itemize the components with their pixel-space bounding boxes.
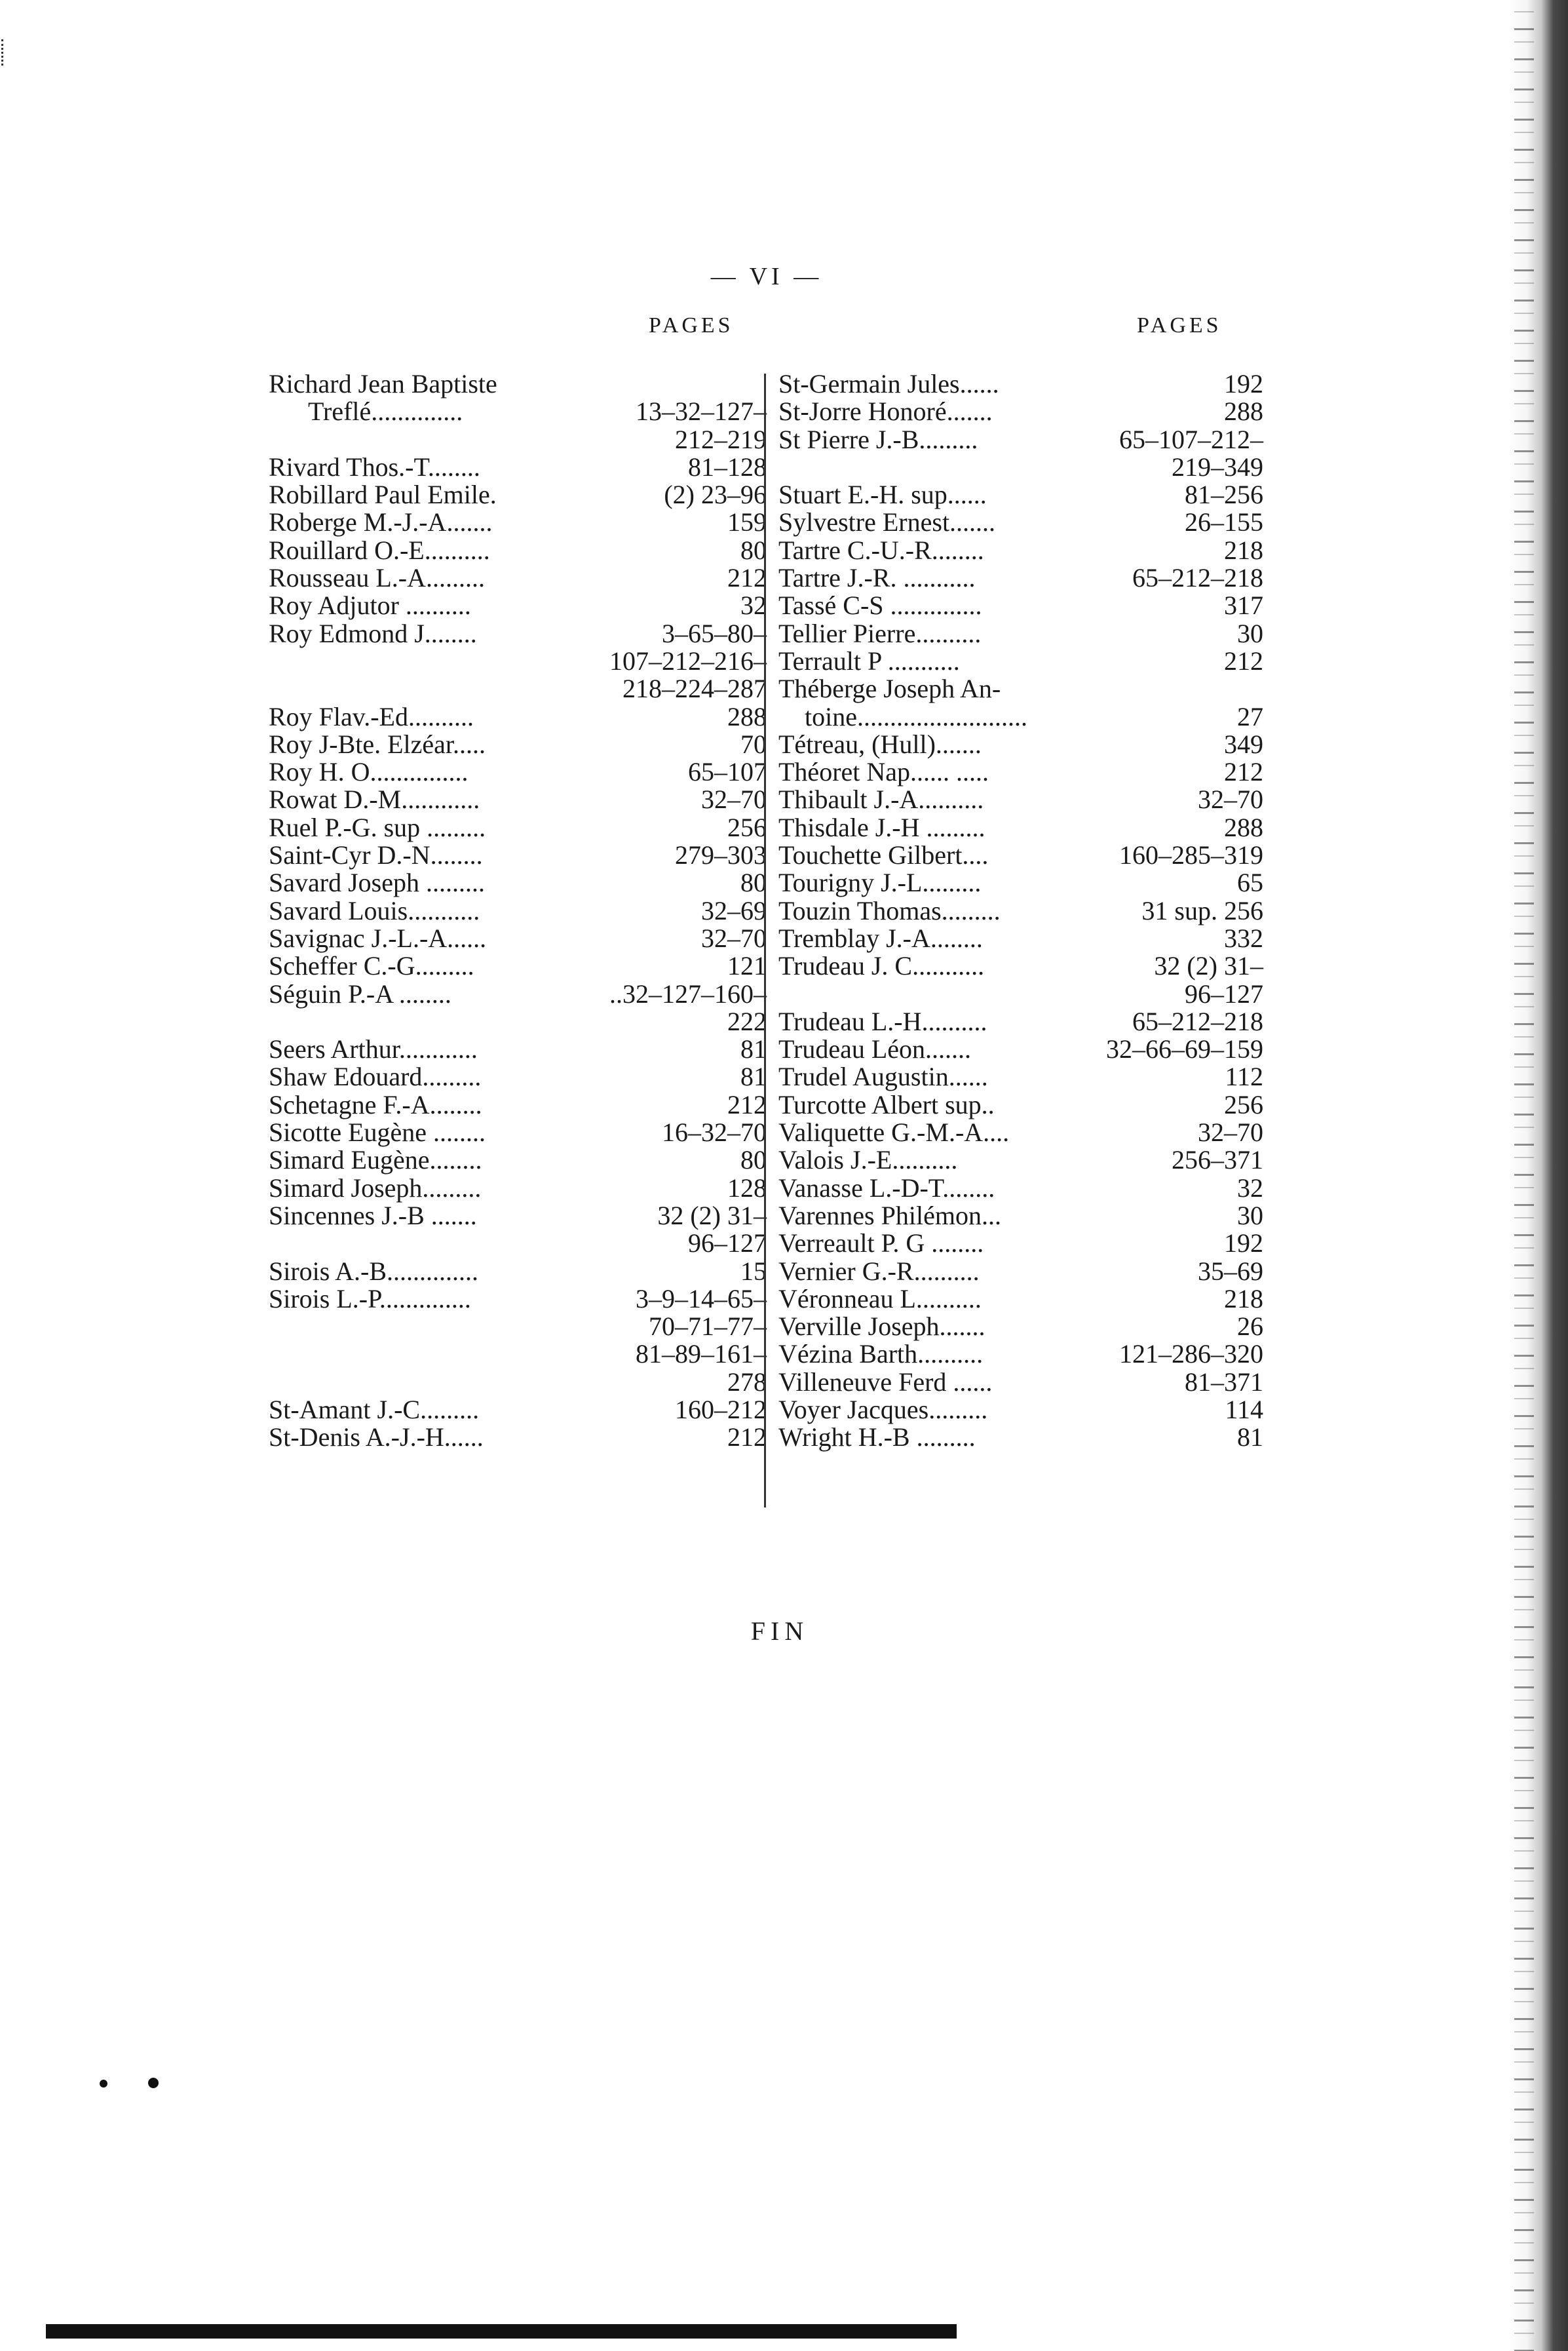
entry-pages: 107–212–216– bbox=[609, 646, 767, 676]
entry-pages: 81–128 bbox=[688, 452, 767, 482]
entry-pages: 349 bbox=[1224, 729, 1263, 759]
index-entry bbox=[772, 537, 1263, 564]
entry-name: Simard Joseph......... bbox=[269, 1173, 482, 1203]
entry-pages: 192 bbox=[1224, 369, 1263, 398]
index-entry bbox=[269, 620, 767, 648]
index-entry bbox=[269, 481, 767, 509]
index-entry bbox=[269, 648, 767, 675]
index-entry bbox=[772, 1258, 1263, 1285]
entry-name: Roy H. O............... bbox=[269, 757, 468, 787]
entry-pages: 26–155 bbox=[1185, 507, 1263, 537]
entry-pages: 218 bbox=[1224, 1283, 1263, 1313]
entry-pages: (2) 23–96 bbox=[664, 480, 767, 510]
index-entry bbox=[269, 952, 767, 980]
entry-name: Tassé C-S .............. bbox=[778, 591, 982, 621]
index-entry bbox=[772, 454, 1263, 481]
index-entry bbox=[269, 537, 767, 564]
index-entry bbox=[269, 842, 767, 869]
entry-pages: 121–286–320 bbox=[1119, 1339, 1263, 1369]
entry-pages: 212 bbox=[1224, 646, 1263, 676]
entry-name: Seers Arthur............ bbox=[269, 1034, 478, 1064]
entry-name: Wright H.-B ......... bbox=[778, 1422, 976, 1452]
entry-name: Trudeau L.-H.......... bbox=[778, 1006, 987, 1036]
index-entry bbox=[772, 1369, 1263, 1396]
column-divider bbox=[764, 374, 766, 1507]
entry-name: Vanasse L.-D-T........ bbox=[778, 1173, 995, 1203]
entry-name: Roy J-Bte. Elzéar..... bbox=[269, 729, 486, 759]
entry-name: Robillard Paul Emile. bbox=[269, 480, 497, 510]
index-entry bbox=[269, 1424, 767, 1451]
index-entry bbox=[269, 758, 767, 786]
entry-pages: 128 bbox=[727, 1173, 767, 1203]
entry-name: Terrault P ........... bbox=[778, 646, 960, 676]
index-entry bbox=[269, 869, 767, 897]
entry-pages: 27 bbox=[1237, 701, 1263, 731]
index-entry bbox=[772, 1008, 1263, 1036]
entry-pages: 212 bbox=[1224, 757, 1263, 787]
entry-name: Villeneuve Ferd ...... bbox=[778, 1367, 993, 1397]
entry-pages: 32–70 bbox=[1198, 1117, 1263, 1148]
entry-pages: 32–70 bbox=[701, 785, 767, 815]
index-entry bbox=[772, 1285, 1263, 1313]
entry-name: Savard Louis........... bbox=[269, 895, 480, 925]
entry-pages: 278 bbox=[727, 1367, 767, 1397]
entry-name: Stuart E.-H. sup...... bbox=[778, 480, 987, 510]
entry-name: St-Jorre Honoré....... bbox=[778, 397, 993, 427]
entry-pages: 121 bbox=[727, 951, 767, 981]
entry-pages: 32 bbox=[1237, 1173, 1263, 1203]
ink-dot bbox=[148, 2078, 159, 2088]
index-entry bbox=[772, 842, 1263, 869]
entry-pages: 35–69 bbox=[1198, 1256, 1263, 1286]
entry-pages: 212–219 bbox=[675, 424, 767, 454]
entry-name: Roy Edmond J........ bbox=[269, 618, 477, 648]
ink-dot bbox=[100, 2080, 107, 2088]
entry-name: St-Germain Jules...... bbox=[778, 369, 999, 398]
index-entry bbox=[269, 1119, 767, 1146]
index-entry bbox=[269, 509, 767, 536]
index-entry bbox=[772, 758, 1263, 786]
index-entry bbox=[269, 731, 767, 758]
index-entry bbox=[772, 925, 1263, 952]
entry-pages: 81–89–161– bbox=[636, 1339, 767, 1369]
index-entry bbox=[269, 592, 767, 619]
entry-name: Sirois L.-P.............. bbox=[269, 1283, 471, 1313]
entry-name: Rivard Thos.-T........ bbox=[269, 452, 480, 482]
entry-name: Richard Jean Baptiste bbox=[269, 369, 497, 398]
entry-name: Simard Eugène........ bbox=[269, 1145, 482, 1175]
entry-name: Turcotte Albert sup.. bbox=[778, 1089, 995, 1119]
entry-name: Voyer Jacques......... bbox=[778, 1394, 988, 1424]
scan-edge-shadow bbox=[1509, 0, 1568, 2351]
index-entry bbox=[269, 786, 767, 813]
entry-pages: 31 sup. 256 bbox=[1141, 895, 1263, 925]
entry-pages: 192 bbox=[1224, 1228, 1263, 1258]
entry-name: Valiquette G.-M.-A.... bbox=[778, 1117, 1010, 1148]
entry-pages: 288 bbox=[1224, 812, 1263, 842]
index-entry bbox=[269, 1313, 767, 1340]
entry-name: Sylvestre Ernest....... bbox=[778, 507, 996, 537]
entry-pages: 32 bbox=[740, 591, 767, 621]
entry-name: Trudeau J. C........... bbox=[778, 951, 985, 981]
index-entry bbox=[772, 398, 1263, 425]
entry-pages: 256 bbox=[727, 812, 767, 842]
entry-pages: 32–66–69–159 bbox=[1106, 1034, 1263, 1064]
entry-name: Tartre C.-U.-R........ bbox=[778, 535, 984, 565]
entry-name: St-Amant J.-C......... bbox=[269, 1394, 480, 1424]
index-entry bbox=[269, 426, 767, 454]
entry-name: Savard Joseph ......... bbox=[269, 868, 485, 898]
entry-name: Sirois A.-B.............. bbox=[269, 1256, 479, 1286]
entry-name: Sincennes J.-B ....... bbox=[269, 1200, 477, 1230]
entry-pages: 16–32–70 bbox=[662, 1117, 767, 1148]
entry-pages: 70 bbox=[740, 729, 767, 759]
index-entry bbox=[772, 509, 1263, 536]
index-entry bbox=[269, 564, 767, 592]
entry-pages: 222 bbox=[727, 1006, 767, 1036]
index-entry bbox=[772, 592, 1263, 619]
index-entry bbox=[772, 481, 1263, 509]
entry-name: toine.......................... bbox=[805, 701, 1027, 731]
entry-name: Roy Flav.-Ed.......... bbox=[269, 701, 474, 731]
index-entry bbox=[269, 398, 767, 425]
entry-pages: 81 bbox=[1237, 1422, 1263, 1452]
entry-pages: 32–70 bbox=[701, 923, 767, 953]
index-entry bbox=[772, 1230, 1263, 1257]
entry-pages: 279–303 bbox=[675, 840, 767, 870]
entry-pages: 218–224–287 bbox=[622, 674, 767, 704]
entry-name: Sicotte Eugène ........ bbox=[269, 1117, 486, 1148]
index-entry bbox=[269, 703, 767, 731]
entry-pages: 80 bbox=[740, 868, 767, 898]
entry-pages: 81 bbox=[740, 1062, 767, 1092]
entry-pages: 30 bbox=[1237, 1200, 1263, 1230]
entry-name: Vézina Barth.......... bbox=[778, 1339, 984, 1369]
index-entry bbox=[772, 952, 1263, 980]
entry-name: Verville Joseph....... bbox=[778, 1312, 985, 1342]
index-entry bbox=[269, 1146, 767, 1174]
entry-name: Séguin P.-A ........ bbox=[269, 979, 451, 1009]
index-entry bbox=[269, 675, 767, 703]
entry-pages: 219–349 bbox=[1172, 452, 1263, 482]
index-entry bbox=[772, 648, 1263, 675]
index-entry bbox=[772, 1313, 1263, 1340]
entry-pages: 317 bbox=[1224, 591, 1263, 621]
entry-pages: 212 bbox=[727, 1422, 767, 1452]
entry-pages: 3–65–80– bbox=[662, 618, 767, 648]
entry-pages: 3–9–14–65– bbox=[636, 1283, 767, 1313]
index-entry bbox=[772, 426, 1263, 454]
left-index-column bbox=[269, 370, 767, 1452]
index-entry bbox=[269, 1230, 767, 1257]
entry-pages: ..32–127–160– bbox=[609, 979, 767, 1009]
index-entry bbox=[269, 814, 767, 842]
index-entry bbox=[772, 1396, 1263, 1424]
entry-pages: 65–107 bbox=[688, 757, 767, 787]
entry-pages: 212 bbox=[727, 563, 767, 593]
entry-pages: 160–212 bbox=[675, 1394, 767, 1424]
index-entry bbox=[772, 1036, 1263, 1063]
index-entry bbox=[269, 1008, 767, 1036]
entry-pages: 80 bbox=[740, 1145, 767, 1175]
index-entry bbox=[269, 1285, 767, 1313]
index-entry bbox=[269, 1202, 767, 1230]
entry-name: Ruel P.-G. sup ......... bbox=[269, 812, 486, 842]
entry-name: St-Denis A.-J.-H...... bbox=[269, 1422, 484, 1452]
entry-name: Tétreau, (Hull)....... bbox=[778, 729, 982, 759]
entry-pages: 13–32–127– bbox=[636, 397, 767, 427]
entry-pages: 96–127 bbox=[688, 1228, 767, 1258]
entry-name: Scheffer C.-G......... bbox=[269, 951, 474, 981]
end-marker: FIN bbox=[750, 1616, 809, 1646]
entry-name: Théberge Joseph An- bbox=[778, 674, 1001, 704]
index-entry bbox=[772, 897, 1263, 925]
index-entry bbox=[269, 1258, 767, 1285]
index-entry bbox=[772, 786, 1263, 813]
entry-pages: 65–107–212– bbox=[1119, 424, 1263, 454]
entry-name: Rowat D.-M............ bbox=[269, 785, 480, 815]
entry-pages: 96–127 bbox=[1185, 979, 1263, 1009]
entry-name: Tourigny J.-L......... bbox=[778, 868, 982, 898]
entry-pages: 70–71–77– bbox=[649, 1312, 767, 1342]
entry-pages: 32 (2) 31– bbox=[1154, 951, 1263, 981]
index-entry bbox=[772, 1119, 1263, 1146]
entry-name: Tremblay J.-A........ bbox=[778, 923, 983, 953]
entry-pages: 288 bbox=[1224, 397, 1263, 427]
bottom-rule bbox=[46, 2324, 957, 2339]
index-entry bbox=[269, 370, 767, 398]
index-entry bbox=[269, 454, 767, 481]
entry-pages: 15 bbox=[740, 1256, 767, 1286]
entry-name: Vernier G.-R.......... bbox=[778, 1256, 980, 1286]
entry-pages: 332 bbox=[1224, 923, 1263, 953]
entry-pages: 256 bbox=[1224, 1089, 1263, 1119]
index-entry bbox=[772, 703, 1263, 731]
left-column-header: PAGES bbox=[649, 313, 734, 338]
entry-name: Valois J.-E.......... bbox=[778, 1145, 958, 1175]
entry-name: Thibault J.-A.......... bbox=[778, 785, 984, 815]
entry-name: Schetagne F.-A........ bbox=[269, 1089, 482, 1119]
entry-name: Rouillard O.-E.......... bbox=[269, 535, 490, 565]
entry-name: Théoret Nap...... ..... bbox=[778, 757, 989, 787]
index-entry bbox=[772, 1063, 1263, 1091]
index-entry bbox=[772, 1091, 1263, 1119]
index-entry bbox=[269, 1063, 767, 1091]
entry-name: Roberge M.-J.-A....... bbox=[269, 507, 493, 537]
entry-name: Tellier Pierre.......... bbox=[778, 618, 982, 648]
entry-name: Shaw Edouard......... bbox=[269, 1062, 482, 1092]
scan-artifact bbox=[1, 39, 6, 66]
entry-pages: 81–371 bbox=[1185, 1367, 1263, 1397]
index-entry bbox=[772, 1340, 1263, 1368]
index-entry bbox=[772, 1175, 1263, 1202]
entry-pages: 32–69 bbox=[701, 895, 767, 925]
index-entry bbox=[772, 1146, 1263, 1174]
index-entry bbox=[772, 814, 1263, 842]
entry-name: Touchette Gilbert.... bbox=[778, 840, 989, 870]
entry-pages: 218 bbox=[1224, 535, 1263, 565]
entry-pages: 80 bbox=[740, 535, 767, 565]
index-entry bbox=[772, 731, 1263, 758]
entry-pages: 112 bbox=[1225, 1062, 1263, 1092]
index-entry bbox=[772, 981, 1263, 1008]
entry-pages: 81 bbox=[740, 1034, 767, 1064]
entry-pages: 288 bbox=[727, 701, 767, 731]
entry-name: Touzin Thomas......... bbox=[778, 895, 1001, 925]
page-number: — VI — bbox=[710, 263, 823, 290]
entry-name: Verreault P. G ........ bbox=[778, 1228, 984, 1258]
index-entry bbox=[269, 897, 767, 925]
index-entry bbox=[269, 1036, 767, 1063]
entry-name: Treflé.............. bbox=[308, 397, 463, 427]
entry-name: Trudel Augustin...... bbox=[778, 1062, 988, 1092]
right-column-header: PAGES bbox=[1137, 313, 1222, 338]
entry-pages: 160–285–319 bbox=[1119, 840, 1263, 870]
entry-pages: 30 bbox=[1237, 618, 1263, 648]
entry-name: Varennes Philémon... bbox=[778, 1200, 1001, 1230]
index-entry bbox=[269, 981, 767, 1008]
entry-pages: 26 bbox=[1237, 1312, 1263, 1342]
index-entry bbox=[269, 925, 767, 952]
entry-name: Rousseau L.-A......... bbox=[269, 563, 485, 593]
entry-name: Saint-Cyr D.-N........ bbox=[269, 840, 483, 870]
index-entry bbox=[772, 1424, 1263, 1451]
index-entry bbox=[772, 620, 1263, 648]
right-index-column bbox=[772, 370, 1263, 1452]
entry-name: St Pierre J.-B......... bbox=[778, 424, 978, 454]
entry-name: Savignac J.-L.-A...... bbox=[269, 923, 487, 953]
entry-pages: 212 bbox=[727, 1089, 767, 1119]
entry-pages: 65–212–218 bbox=[1132, 1006, 1263, 1036]
index-entry bbox=[269, 1369, 767, 1396]
entry-pages: 81–256 bbox=[1185, 480, 1263, 510]
index-entry bbox=[772, 370, 1263, 398]
entry-pages: 65–212–218 bbox=[1132, 563, 1263, 593]
entry-pages: 32 (2) 31– bbox=[657, 1200, 767, 1230]
entry-name: Véronneau L.......... bbox=[778, 1283, 982, 1313]
index-entry bbox=[772, 1202, 1263, 1230]
entry-pages: 32–70 bbox=[1198, 785, 1263, 815]
entry-pages: 159 bbox=[727, 507, 767, 537]
entry-name: Trudeau Léon....... bbox=[778, 1034, 972, 1064]
entry-name: Tartre J.-R. ........... bbox=[778, 563, 976, 593]
index-entry bbox=[269, 1175, 767, 1202]
entry-pages: 114 bbox=[1225, 1394, 1263, 1424]
index-entry bbox=[269, 1091, 767, 1119]
index-entry bbox=[772, 675, 1263, 703]
entry-name: Roy Adjutor .......... bbox=[269, 591, 471, 621]
index-entry bbox=[772, 869, 1263, 897]
entry-name: Thisdale J.-H ......... bbox=[778, 812, 985, 842]
index-entry bbox=[269, 1340, 767, 1368]
index-entry bbox=[772, 564, 1263, 592]
entry-pages: 65 bbox=[1237, 868, 1263, 898]
index-entry bbox=[269, 1396, 767, 1424]
entry-pages: 256–371 bbox=[1172, 1145, 1263, 1175]
